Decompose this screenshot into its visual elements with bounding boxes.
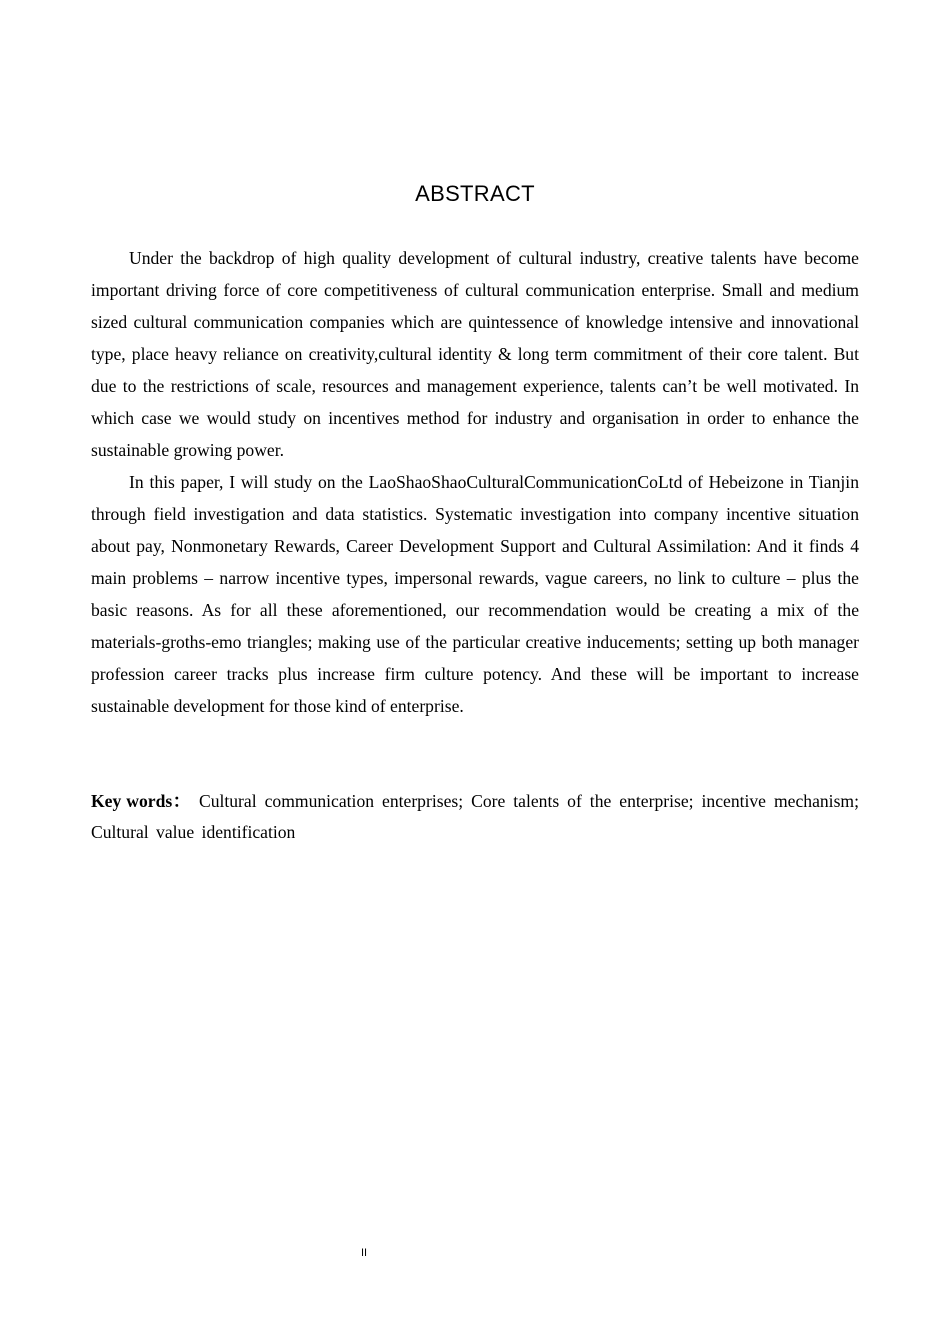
keywords-text: Cultural communication enterprises; Core talents of the enterprise; incentive mechanism; Cultural value identification xyxy=(91,791,859,842)
keywords-label: Key words： xyxy=(91,791,191,811)
abstract-paragraph-1: Under the backdrop of high quality development of cultural industry, creative talents have become important driving force of core competitiveness of cultural communication enterprise. Small and medium sized cultural communication companies which are quintessence of knowledge intensive and innovational type, place heavy reliance on creativity,cultural identity & long term commitment of their core talent. But due to the restrictions of scale, resources and management experience, talents can’t be well motivated. In which case we would study on incentives method for industry and organisation in order to enhance the sustainable growing power. xyxy=(91,248,859,460)
abstract-paragraph-2: In this paper, I will study on the LaoShaoShaoCulturalCommunicationCoLtd of Hebeizone in Tianjin through field investigation and data statistics. Systematic investigation into company incentive situation about pay, Nonmonetary Rewards, Career Development Support and Cultural Assimilation: And it finds 4 main problems – narrow incentive types, impersonal rewards, vague careers, no link to culture – plus the basic reasons. As for all these aforementioned, our recommendation would be creating a mix of the materials-groths-emo triangles; making use of the particular creative inducements; setting up both manager profession career tracks plus increase firm culture potency. And these will be important to increase sustainable development for those kind of enterprise. xyxy=(91,472,859,716)
page-number: II xyxy=(360,1247,368,1259)
keywords-section xyxy=(91,786,859,848)
abstract-title: ABSTRACT xyxy=(415,181,535,206)
abstract-body xyxy=(91,242,859,722)
